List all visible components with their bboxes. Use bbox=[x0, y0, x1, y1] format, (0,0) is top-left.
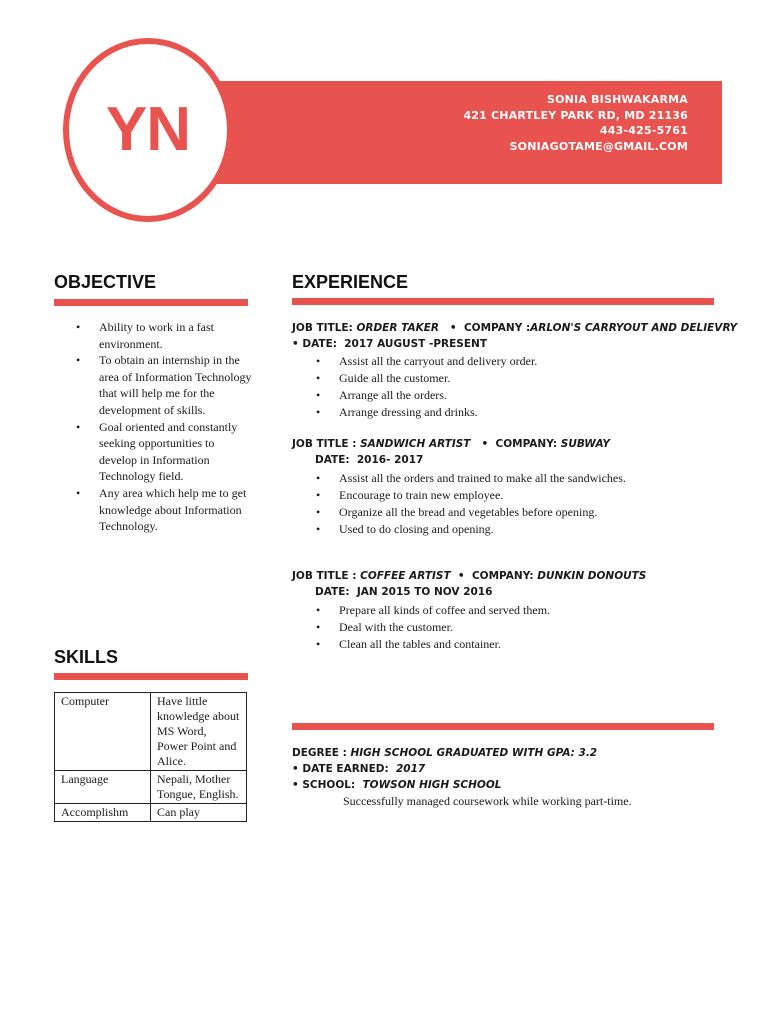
contact-phone: 443-425-5761 bbox=[599, 124, 688, 137]
skill-value: Nepali, Mother Tongue, English. bbox=[151, 771, 247, 804]
company-name: SUBWAY bbox=[560, 438, 611, 450]
degree-label: DEGREE : bbox=[292, 747, 347, 759]
job-entry bbox=[292, 568, 646, 653]
job-title-line: JOB TITLE : SANDWICH ARTIST • COMPANY: SUBWAY bbox=[292, 438, 611, 450]
job-entry bbox=[292, 436, 626, 538]
initials-circle bbox=[63, 38, 233, 222]
school-name: TOWSON HIGH SCHOOL bbox=[362, 779, 502, 791]
skill-key: Computer bbox=[55, 693, 151, 771]
skill-value: Can play bbox=[151, 804, 247, 822]
list-item: • Encourage to train new employee. bbox=[292, 487, 626, 504]
table-row bbox=[55, 693, 247, 771]
school-line: • SCHOOL: TOWSON HIGH SCHOOL bbox=[292, 779, 502, 791]
job-entry bbox=[292, 320, 737, 421]
list-item: • Used to do closing and opening. bbox=[292, 521, 626, 538]
contact-email: SONIAGOTAME@GMAIL.COM bbox=[509, 139, 688, 153]
skill-value: Have little knowledge about MS Word, Power Point and Alice. bbox=[151, 693, 247, 771]
date-earned-label: DATE EARNED: bbox=[302, 763, 389, 775]
list-item: • Any area which help me to get knowledge about Information Technology. bbox=[74, 485, 252, 535]
experience-heading: EXPERIENCE bbox=[292, 272, 409, 292]
duty-list bbox=[292, 602, 646, 653]
duty-list bbox=[292, 353, 737, 421]
skills-heading: SKILLS bbox=[54, 647, 119, 667]
list-item: • Guide all the customer. bbox=[292, 370, 737, 387]
list-item: • To obtain an internship in the area of Information Technology that will help me for the development of skills. bbox=[74, 352, 252, 418]
contact-address: 421 CHARTLEY PARK RD, MD 21136 bbox=[463, 108, 688, 122]
list-item: • Prepare all kinds of coffee and served them. bbox=[292, 602, 646, 619]
initials: YN bbox=[105, 95, 191, 164]
education-note: Successfully managed coursework while working part-time. bbox=[343, 794, 632, 808]
date-label: DATE: bbox=[302, 338, 337, 350]
objective-heading: OBJECTIVE bbox=[54, 272, 157, 292]
company-label: COMPANY : bbox=[463, 322, 531, 334]
list-item: • Clean all the tables and container. bbox=[292, 636, 646, 653]
skill-key: Accomplishm bbox=[55, 804, 151, 822]
list-item: • Deal with the customer. bbox=[292, 619, 646, 636]
experience-rule bbox=[292, 298, 714, 305]
job-title-label: JOB TITLE: bbox=[292, 322, 353, 334]
job-title: ORDER TAKER bbox=[356, 322, 439, 334]
skill-key: Language bbox=[55, 771, 151, 804]
company-name: ARLON'S CARRYOUT AND DELIEVRY bbox=[530, 322, 738, 334]
company-label: COMPANY: bbox=[471, 570, 534, 582]
date-label: DATE: bbox=[315, 586, 350, 598]
company-label: COMPANY: bbox=[495, 438, 558, 450]
contact-block bbox=[463, 92, 688, 154]
degree-line bbox=[292, 745, 632, 761]
date-earned-line: • DATE EARNED: 2017 bbox=[292, 763, 426, 775]
job-date-line bbox=[292, 452, 626, 468]
list-item: • Ability to work in a fast environment. bbox=[74, 319, 252, 352]
duty-list bbox=[292, 470, 626, 538]
job-title: SANDWICH ARTIST bbox=[360, 438, 471, 450]
header-banner bbox=[200, 81, 722, 184]
objective-rule bbox=[54, 299, 248, 306]
list-item: • Arrange all the orders. bbox=[292, 387, 737, 404]
job-title: COFFEE ARTIST bbox=[360, 570, 451, 582]
degree: HIGH SCHOOL GRADUATED WITH GPA: 3.2 bbox=[350, 747, 598, 759]
list-item: • Assist all the orders and trained to make all the sandwiches. bbox=[292, 470, 626, 487]
job-title-line: JOB TITLE: ORDER TAKER • COMPANY :ARLON'S CARRYOUT AND DELIEVRY bbox=[292, 322, 738, 334]
date-earned: 2017 bbox=[395, 763, 426, 775]
job-date: 2017 AUGUST -PRESENT bbox=[344, 338, 487, 350]
list-item: • Assist all the carryout and delivery order. bbox=[292, 353, 737, 370]
job-date: 2016- 2017 bbox=[356, 454, 424, 466]
objective-list bbox=[74, 319, 252, 535]
contact-name: SONIA BISHWAKARMA bbox=[546, 93, 688, 106]
date-label: DATE: bbox=[315, 454, 350, 466]
skills-table bbox=[54, 692, 247, 822]
education-entry bbox=[292, 745, 632, 810]
job-title-line: JOB TITLE : COFFEE ARTIST • COMPANY: DUNKIN DONOUTS bbox=[292, 570, 647, 582]
list-item: • Arrange dressing and drinks. bbox=[292, 404, 737, 421]
company-name: DUNKIN DONOUTS bbox=[537, 570, 647, 582]
job-title-label: JOB TITLE : bbox=[292, 438, 357, 450]
table-row bbox=[55, 804, 247, 822]
job-date: JAN 2015 TO NOV 2016 bbox=[356, 586, 493, 598]
skills-rule bbox=[54, 673, 248, 680]
education-rule bbox=[292, 723, 714, 730]
table-row bbox=[55, 771, 247, 804]
school-label: SCHOOL: bbox=[302, 779, 356, 791]
list-item: • Organize all the bread and vegetables before opening. bbox=[292, 504, 626, 521]
job-title-label: JOB TITLE : bbox=[292, 570, 357, 582]
list-item: • Goal oriented and constantly seeking opportunities to develop in Information Technology field. bbox=[74, 419, 252, 485]
job-date-line bbox=[292, 584, 646, 600]
job-date-line: • DATE: 2017 AUGUST -PRESENT bbox=[292, 338, 487, 350]
